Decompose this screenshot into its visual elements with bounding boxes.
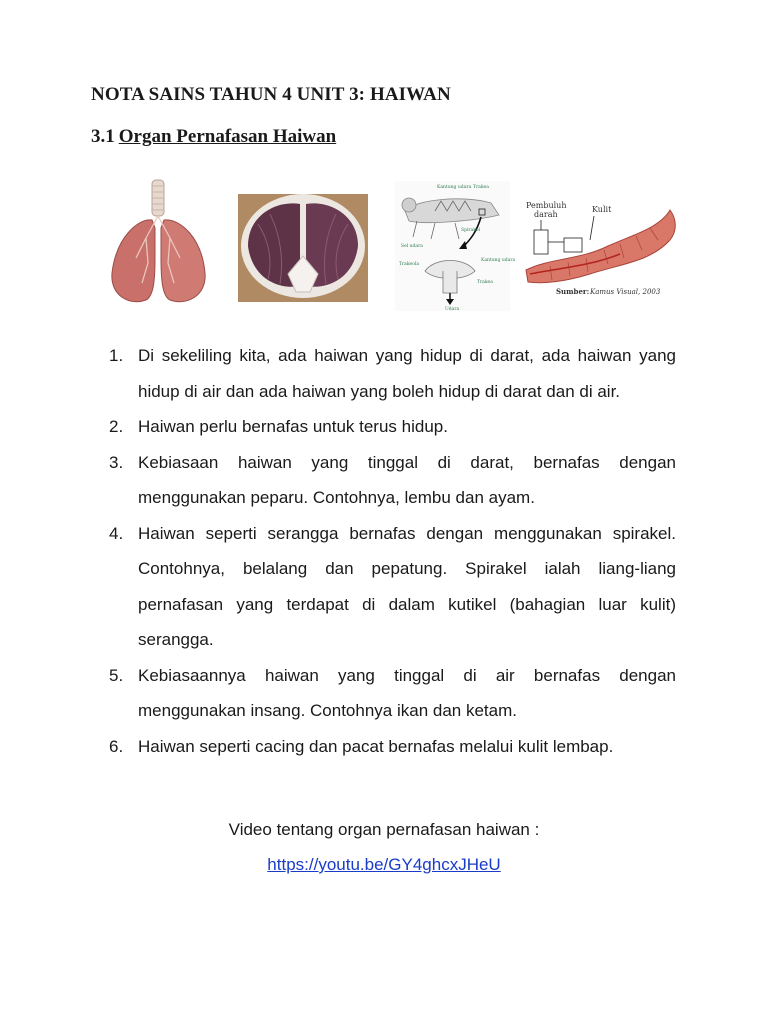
list-item: 5. Kebiasaannya haiwan yang tinggal di air bernafas dengan menggunakan insang. Contohnya ikan dan ketam. — [109, 665, 676, 720]
list-item: 4. Haiwan seperti serangga bernafas dengan menggunakan spirakel. Contohnya, belalang dan pepatung. Spirakel ialah liang-liang pernafasan yang terdapat di dalam kutikel (bahagian luar kulit) serangga. — [109, 523, 676, 649]
video-caption: Video tentang organ pernafasan haiwan : — [228, 820, 540, 839]
label-air-sac-right: Kantung udara — [481, 258, 516, 263]
list-item: 2. Haiwan perlu bernafas untuk terus hidup. — [109, 417, 448, 436]
earthworm-diagram — [520, 188, 682, 300]
label-trachea-bottom: Trakea — [477, 280, 493, 285]
insect-diagram — [395, 181, 516, 312]
lungs-image — [108, 178, 208, 308]
label-air-sac-left: Sel udara — [401, 244, 423, 249]
label-blood-vessel-1: Pembuluh — [526, 201, 567, 210]
list-item: 3. Kebiasaan haiwan yang tinggal di darat, bernafas dengan menggunakan peparu. Contohnya, lembu dan ayam. — [109, 452, 676, 507]
label-source: Sumber: — [556, 287, 590, 296]
section-heading — [91, 126, 336, 148]
list-item: 1. Di sekeliling kita, ada haiwan yang hidup di darat, ada haiwan yang hidup di air dan ada haiwan yang boleh hidup di darat dan di air. — [109, 346, 676, 401]
label-source-text: Kamus Visual, 2003 — [590, 288, 661, 296]
notes-list — [109, 338, 676, 764]
section-title: Organ Pernafasan Haiwan — [118, 126, 337, 147]
label-skin: Kulit — [592, 205, 612, 214]
label-spiracle: Spirakel — [461, 228, 481, 233]
label-air-bottom: Udara — [445, 307, 460, 312]
label-tracheole: Trakeola — [399, 262, 420, 267]
video-link-container — [0, 855, 768, 875]
label-blood-vessel-2: darah — [534, 210, 558, 219]
page-title: NOTA SAINS TAHUN 4 UNIT 3: HAIWAN — [91, 84, 451, 105]
label-air-sac-top: Kantung udara — [437, 185, 472, 190]
list-item: 6. Haiwan seperti cacing dan pacat bernafas melalui kulit lembap. — [109, 736, 614, 756]
video-link[interactable]: https://youtu.be/GY4ghcxJHeU — [267, 855, 501, 874]
label-trachea-top: Trakea — [473, 185, 489, 190]
gills-image — [238, 194, 368, 302]
section-number: 3.1 — [91, 126, 115, 147]
